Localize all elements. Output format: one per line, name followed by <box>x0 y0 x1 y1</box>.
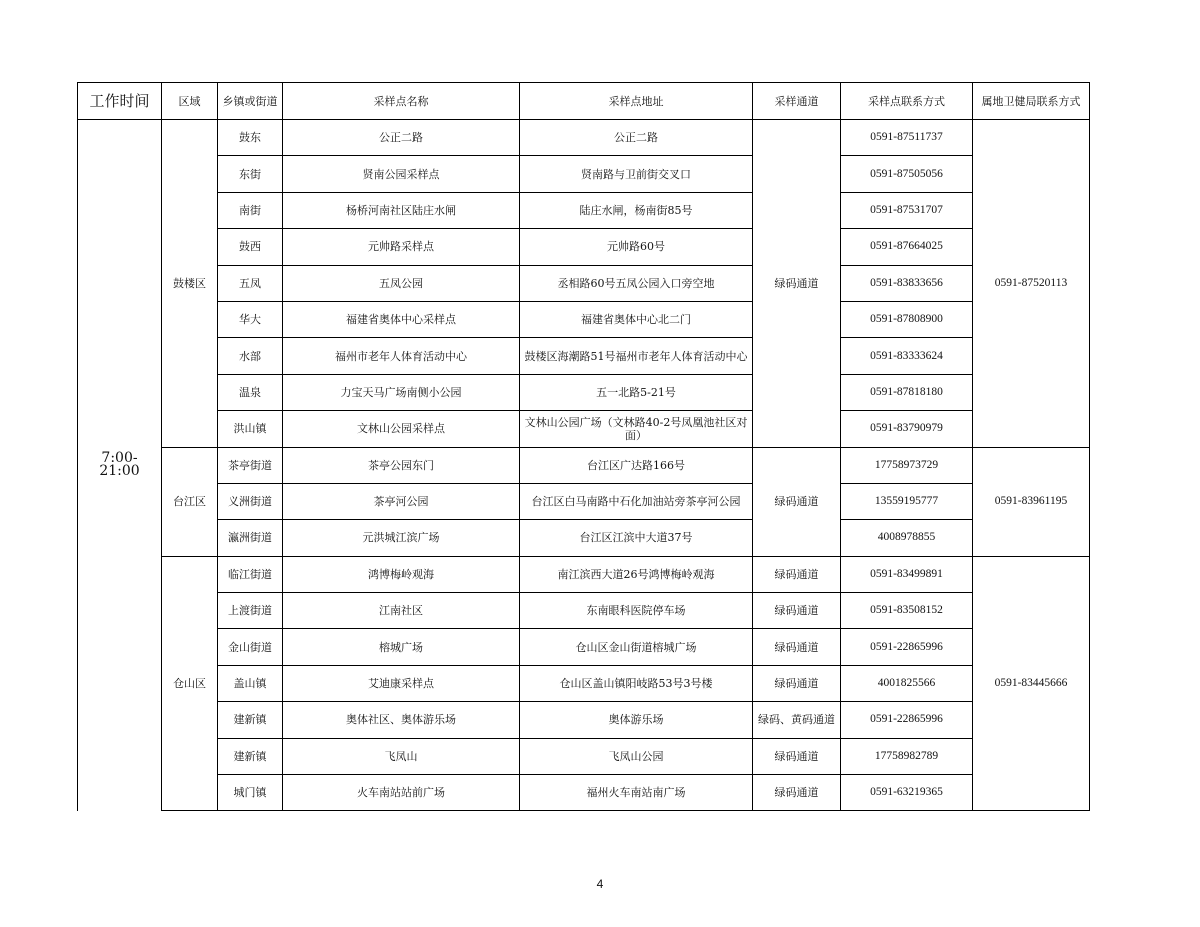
table-row <box>78 593 1090 629</box>
table-row <box>78 374 1090 410</box>
table-row <box>78 702 1090 738</box>
site-address-cell: 元帅路60号 <box>520 229 753 265</box>
table-row <box>78 229 1090 265</box>
street-cell: 南街 <box>218 192 283 228</box>
site-name-cell: 五凤公园 <box>283 265 520 301</box>
site-address-cell: 南江滨西大道26号鸿博梅岭观海 <box>520 556 753 592</box>
region-name-cell: 鼓楼区 <box>162 120 218 448</box>
table-header <box>78 83 1090 120</box>
site-name-cell: 贤南公园采样点 <box>283 156 520 192</box>
site-address-cell: 奥体游乐场 <box>520 702 753 738</box>
table-row <box>78 192 1090 228</box>
site-name-cell: 杨桥河南社区陆庄水闸 <box>283 192 520 228</box>
header-street: 乡镇或街道 <box>218 83 283 120</box>
table-row <box>78 156 1090 192</box>
site-address-cell: 鼓楼区海潮路51号福州市老年人体育活动中心 <box>520 338 753 374</box>
street-cell: 茶亭街道 <box>218 447 283 483</box>
site-name-cell: 文林山公园采样点 <box>283 411 520 447</box>
site-phone-cell: 0591-87505056 <box>841 156 973 192</box>
site-phone-cell: 0591-83499891 <box>841 556 973 592</box>
bureau-phone-cell: 0591-83961195 <box>973 447 1090 556</box>
header-bureau-phone: 属地卫健局联系方式 <box>973 83 1090 120</box>
table-row <box>78 775 1090 811</box>
street-cell: 城门镇 <box>218 775 283 811</box>
channel-cell: 绿码通道 <box>753 775 841 811</box>
bureau-phone-cell: 0591-83445666 <box>973 556 1090 811</box>
street-cell: 水部 <box>218 338 283 374</box>
site-phone-cell: 0591-22865996 <box>841 629 973 665</box>
channel-cell: 绿码、黄码通道 <box>753 702 841 738</box>
table-row <box>78 629 1090 665</box>
site-address-cell: 福建省奥体中心北二门 <box>520 301 753 337</box>
street-cell: 东街 <box>218 156 283 192</box>
table-row <box>78 483 1090 519</box>
street-cell: 临江街道 <box>218 556 283 592</box>
site-phone-cell: 0591-83833656 <box>841 265 973 301</box>
channel-cell: 绿码通道 <box>753 738 841 774</box>
street-cell: 洪山镇 <box>218 411 283 447</box>
site-name-cell: 福建省奥体中心采样点 <box>283 301 520 337</box>
street-cell: 义洲街道 <box>218 483 283 519</box>
site-name-cell: 公正二路 <box>283 120 520 156</box>
street-cell: 五凤 <box>218 265 283 301</box>
site-name-cell: 福州市老年人体育活动中心 <box>283 338 520 374</box>
channel-cell: 绿码通道 <box>753 593 841 629</box>
site-name-cell: 火车南站站前广场 <box>283 775 520 811</box>
site-phone-cell: 0591-83333624 <box>841 338 973 374</box>
channel-cell: 绿码通道 <box>753 629 841 665</box>
table-row <box>78 738 1090 774</box>
site-phone-cell: 4008978855 <box>841 520 973 556</box>
street-cell: 建新镇 <box>218 702 283 738</box>
channel-cell: 绿码通道 <box>753 665 841 701</box>
site-address-cell: 丞相路60号五凤公园入口旁空地 <box>520 265 753 301</box>
site-address-cell: 陆庄水闸，杨南街85号 <box>520 192 753 228</box>
site-address-cell: 文林山公园广场（文林路40-2号凤凰池社区对面） <box>520 411 753 447</box>
site-address-cell: 福州火车南站南广场 <box>520 775 753 811</box>
street-cell: 瀛洲街道 <box>218 520 283 556</box>
page-number: 4 <box>596 877 604 891</box>
site-name-cell: 茶亭公园东门 <box>283 447 520 483</box>
region-name-cell: 台江区 <box>162 447 218 556</box>
table-body <box>78 120 1090 811</box>
site-phone-cell: 0591-87531707 <box>841 192 973 228</box>
site-name-cell: 榕城广场 <box>283 629 520 665</box>
table-row <box>78 301 1090 337</box>
site-phone-cell: 0591-22865996 <box>841 702 973 738</box>
table-row <box>78 411 1090 447</box>
header-region: 区域 <box>162 83 218 120</box>
street-cell: 华大 <box>218 301 283 337</box>
site-address-cell: 贤南路与卫前街交叉口 <box>520 156 753 192</box>
site-phone-cell: 0591-87511737 <box>841 120 973 156</box>
header-channel: 采样通道 <box>753 83 841 120</box>
table-row <box>78 665 1090 701</box>
channel-cell: 绿码通道 <box>753 556 841 592</box>
table-row <box>78 338 1090 374</box>
site-name-cell: 元帅路采样点 <box>283 229 520 265</box>
site-name-cell: 飞凤山 <box>283 738 520 774</box>
site-phone-cell: 0591-83790979 <box>841 411 973 447</box>
site-name-cell: 奥体社区、奥体游乐场 <box>283 702 520 738</box>
header-work-time: 工作时间 <box>78 83 162 120</box>
table-row <box>78 447 1090 483</box>
table-row <box>78 520 1090 556</box>
site-phone-cell: 0591-83508152 <box>841 593 973 629</box>
street-cell: 鼓西 <box>218 229 283 265</box>
table-row <box>78 265 1090 301</box>
site-phone-cell: 0591-87808900 <box>841 301 973 337</box>
work-time-cell: 7:00-21:00 <box>78 120 162 811</box>
bureau-phone-cell: 0591-87520113 <box>973 120 1090 448</box>
site-name-cell: 元洪城江滨广场 <box>283 520 520 556</box>
site-name-cell: 江南社区 <box>283 593 520 629</box>
region-name-cell: 仓山区 <box>162 556 218 811</box>
site-name-cell: 茶亭河公园 <box>283 483 520 519</box>
site-phone-cell: 17758982789 <box>841 738 973 774</box>
site-phone-cell: 0591-87818180 <box>841 374 973 410</box>
site-name-cell: 艾迪康采样点 <box>283 665 520 701</box>
table-row <box>78 556 1090 592</box>
header-row <box>78 83 1090 120</box>
street-cell: 盖山镇 <box>218 665 283 701</box>
header-site-phone: 采样点联系方式 <box>841 83 973 120</box>
site-address-cell: 公正二路 <box>520 120 753 156</box>
site-address-cell: 东南眼科医院停车场 <box>520 593 753 629</box>
header-site-name: 采样点名称 <box>283 83 520 120</box>
site-address-cell: 台江区白马南路中石化加油站旁茶亭河公园 <box>520 483 753 519</box>
street-cell: 上渡街道 <box>218 593 283 629</box>
site-address-cell: 台江区广达路166号 <box>520 447 753 483</box>
site-address-cell: 仓山区金山街道榕城广场 <box>520 629 753 665</box>
site-name-cell: 鸿博梅岭观海 <box>283 556 520 592</box>
site-phone-cell: 17758973729 <box>841 447 973 483</box>
street-cell: 金山街道 <box>218 629 283 665</box>
site-address-cell: 五一北路5-21号 <box>520 374 753 410</box>
site-address-cell: 仓山区盖山镇阳岐路53号3号楼 <box>520 665 753 701</box>
channel-cell: 绿码通道 <box>753 120 841 448</box>
site-phone-cell: 0591-87664025 <box>841 229 973 265</box>
site-phone-cell: 13559195777 <box>841 483 973 519</box>
site-phone-cell: 0591-63219365 <box>841 775 973 811</box>
site-phone-cell: 4001825566 <box>841 665 973 701</box>
header-site-address: 采样点地址 <box>520 83 753 120</box>
site-address-cell: 飞凤山公园 <box>520 738 753 774</box>
sampling-sites-table <box>77 82 1090 811</box>
site-address-cell: 台江区江滨中大道37号 <box>520 520 753 556</box>
street-cell: 温泉 <box>218 374 283 410</box>
street-cell: 建新镇 <box>218 738 283 774</box>
table-row <box>78 120 1090 156</box>
street-cell: 鼓东 <box>218 120 283 156</box>
site-name-cell: 力宝天马广场南侧小公园 <box>283 374 520 410</box>
channel-cell: 绿码通道 <box>753 447 841 556</box>
